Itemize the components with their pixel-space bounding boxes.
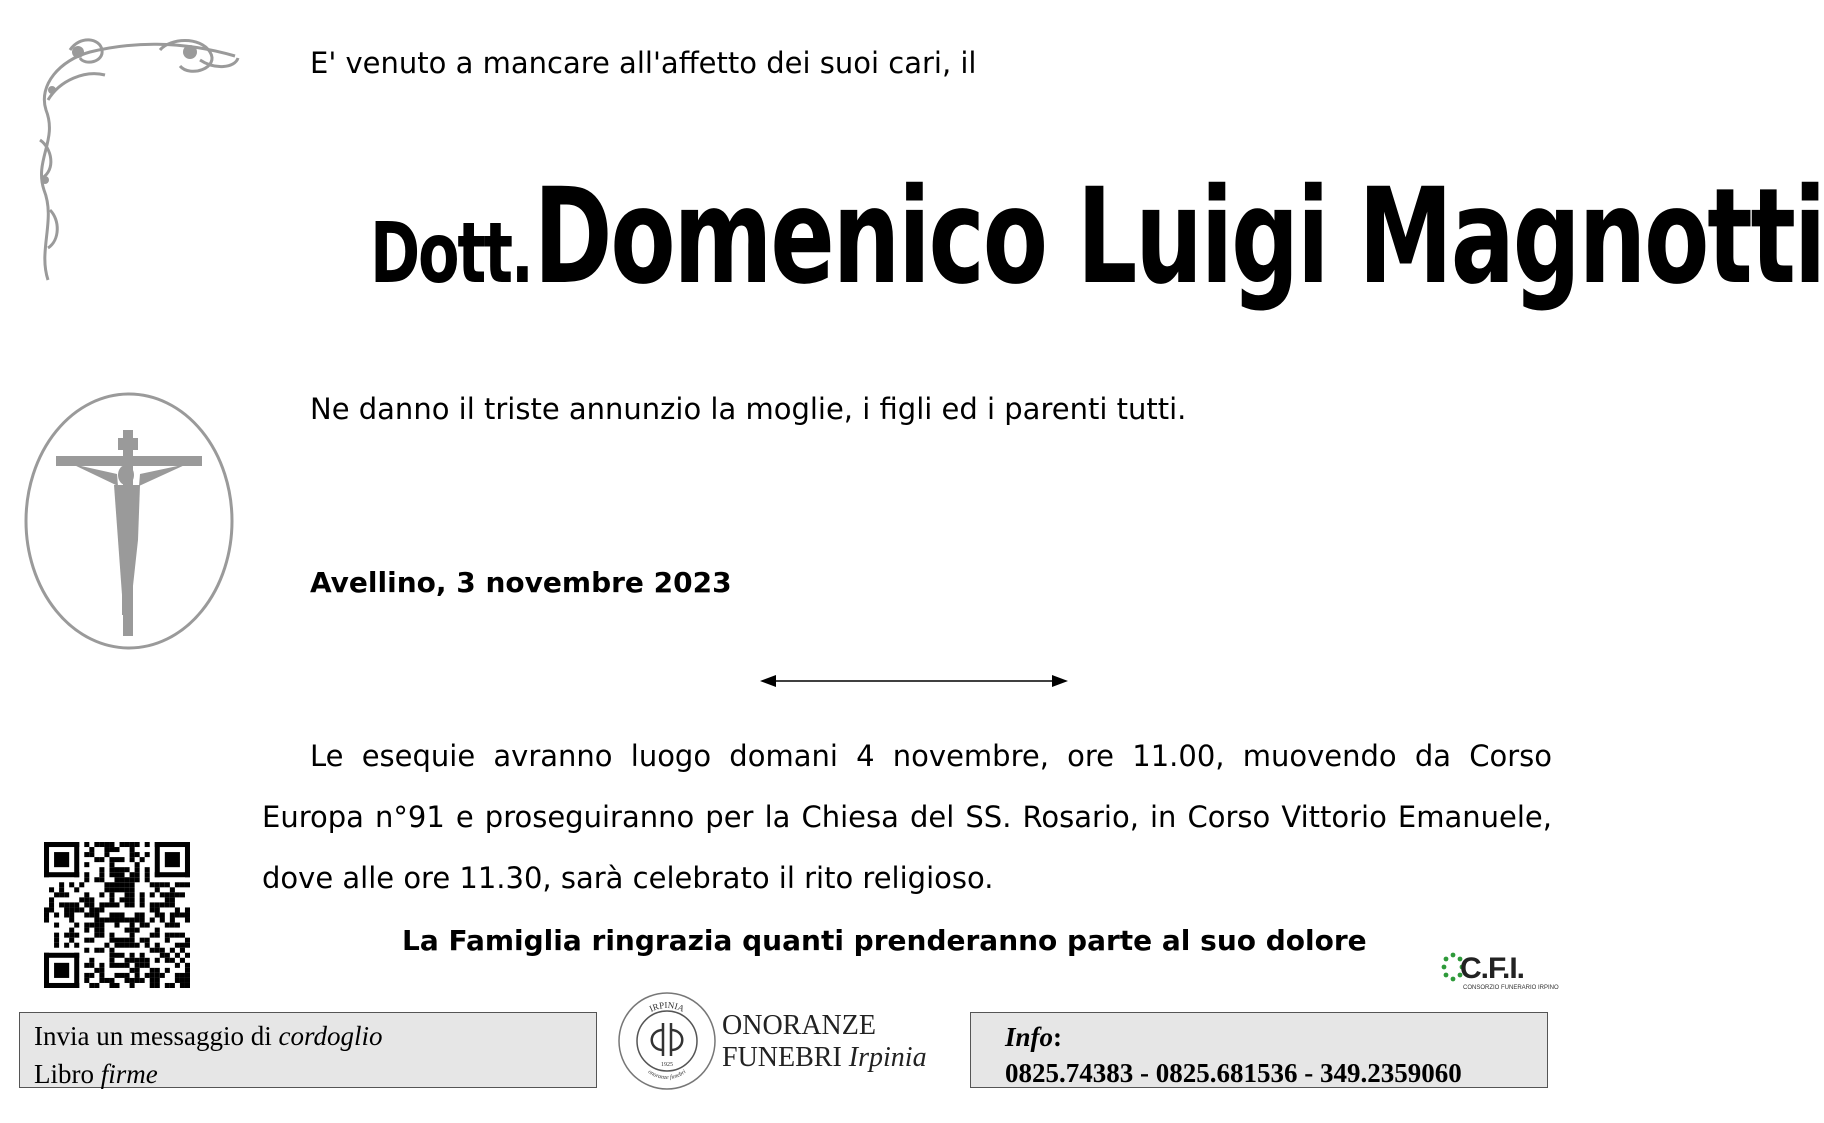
place-date: Avellino, 3 novembre 2023 — [310, 566, 732, 599]
guestbook-link[interactable] — [34, 1055, 596, 1093]
intro-text: E' venuto a mancare all'affetto dei suoi cari, il — [310, 46, 977, 80]
brand-seal-icon — [616, 990, 718, 1092]
cfi-logo-subtitle: CONSORZIO FUNERARIO IRPINO — [1463, 985, 1559, 991]
condolence-emphasis: cordoglio — [278, 1021, 383, 1051]
crucifix-icon — [22, 390, 236, 652]
corner-ornament-icon — [30, 30, 245, 285]
info-box — [970, 1012, 1548, 1088]
info-label: Info: — [1005, 1022, 1063, 1052]
phone-numbers: 0825.74383 - 0825.681536 - 349.2359060 — [1005, 1058, 1462, 1088]
guestbook-prefix: Libro — [34, 1059, 101, 1089]
condolence-link[interactable] — [34, 1017, 596, 1055]
announcement-text: Ne danno il triste annunzio la moglie, i figli ed i parenti tutti. — [310, 392, 1187, 426]
name-full: Domenico Luigi Magnotti — [533, 160, 1824, 314]
cfi-logo-text: C.F.I. — [1460, 952, 1525, 985]
condolence-box — [19, 1012, 597, 1088]
brand-line2: FUNEBRI Irpinia — [722, 1042, 927, 1073]
deceased-name — [370, 160, 1824, 314]
condolence-prefix: Invia un messaggio di — [34, 1021, 279, 1051]
seal-top-text: IRPINIA — [647, 999, 687, 1014]
seal-year: 1925 — [661, 1062, 673, 1068]
family-thanks: La Famiglia ringrazia quanti prenderanno parte al suo dolore — [402, 924, 1367, 957]
qr-code-icon[interactable] — [44, 842, 190, 988]
double-arrow-divider-icon — [760, 672, 1068, 690]
brand-line1: ONORANZE — [722, 1010, 876, 1041]
name-title: Dott. — [370, 204, 532, 302]
funeral-details: Le esequie avranno luogo domani 4 novembre, ore 11.00, muovendo da Corso Europa n°91 e proseguiranno per la Chiesa del SS. Rosario, in Corso Vittorio Emanuele, dove alle ore 11.30, sarà celebrato il rito religioso. — [262, 739, 1552, 895]
svg-text:IRPINIA — [648, 1000, 687, 1014]
guestbook-emphasis: firme — [100, 1059, 158, 1089]
brand-name — [722, 1010, 927, 1074]
seal-bottom-text: onoranze funebri — [646, 1069, 688, 1082]
